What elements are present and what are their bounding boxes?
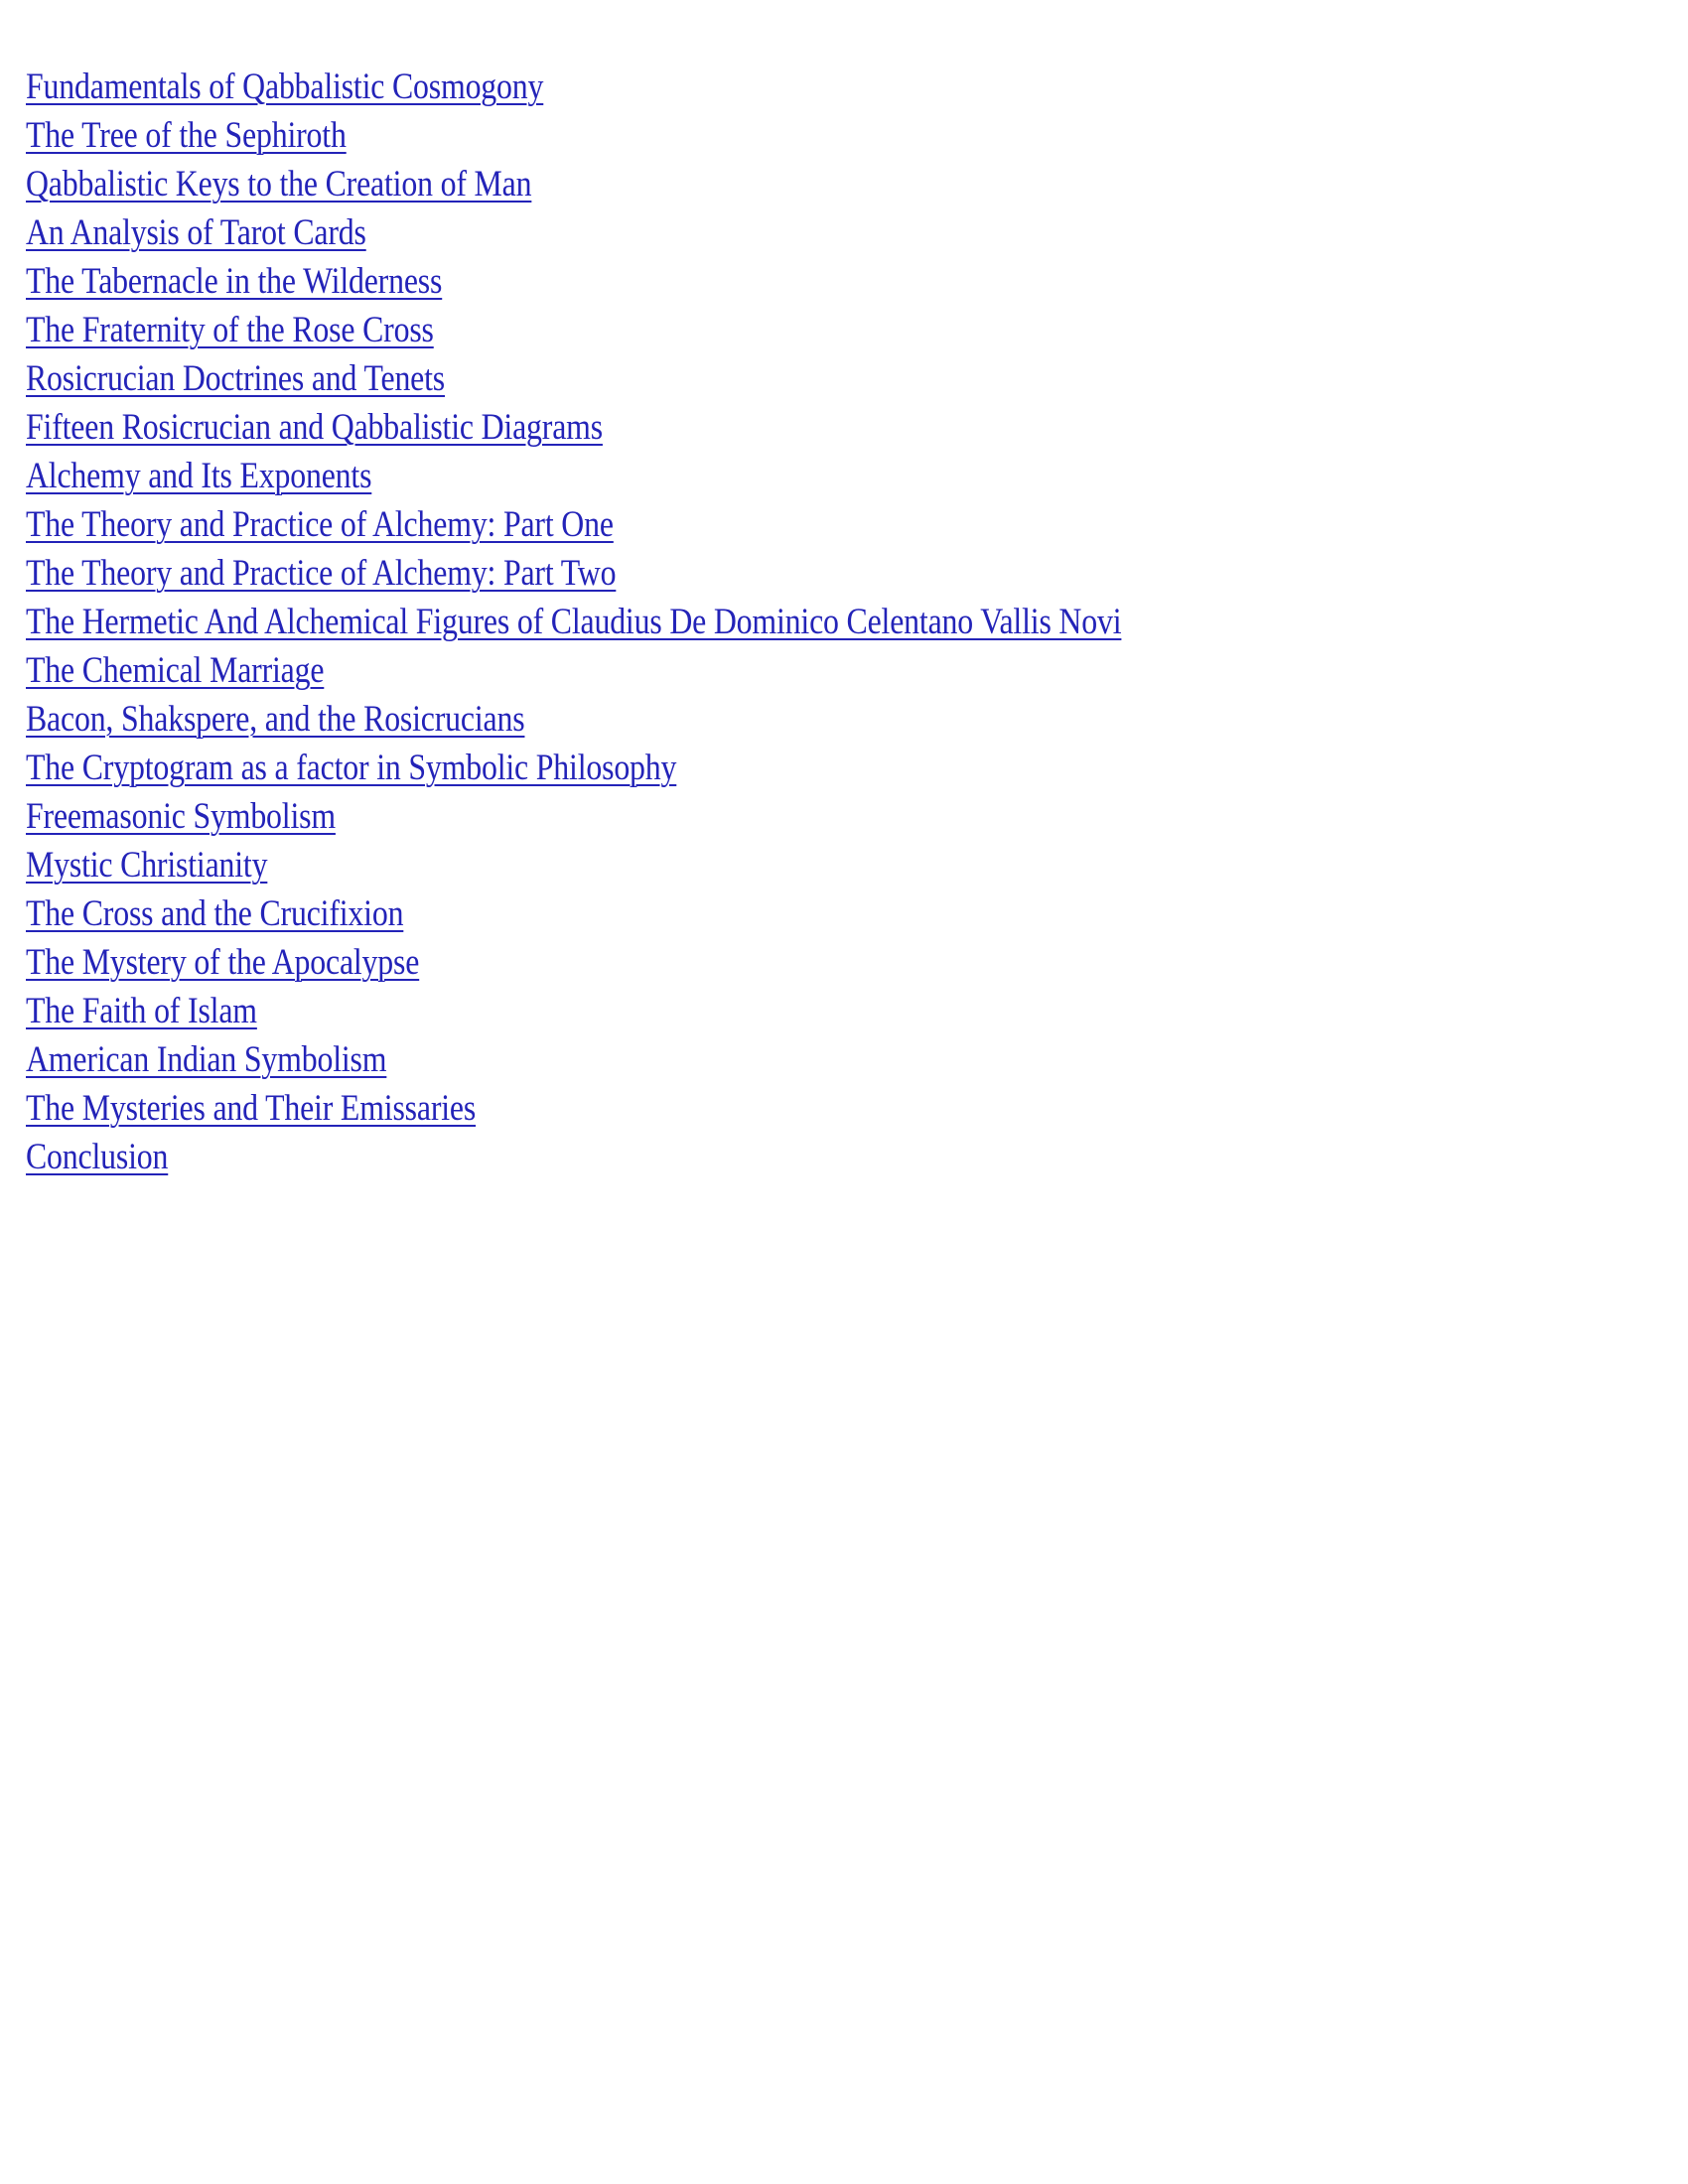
toc-link-tree-of-the-sephiroth[interactable]: The Tree of the Sephiroth (26, 115, 347, 156)
toc-link-theory-practice-alchemy-part-two[interactable]: The Theory and Practice of Alchemy: Part Two (26, 553, 617, 594)
toc-link-cryptogram-symbolic-philosophy[interactable]: The Cryptogram as a factor in Symbolic Philosophy (26, 748, 677, 788)
toc-link-tabernacle-in-the-wilderness[interactable]: The Tabernacle in the Wilderness (26, 261, 443, 302)
toc-link-alchemy-and-its-exponents[interactable]: Alchemy and Its Exponents (26, 456, 372, 496)
toc-link-mystic-christianity[interactable]: Mystic Christianity (26, 845, 268, 886)
toc-link-analysis-of-tarot-cards[interactable]: An Analysis of Tarot Cards (26, 212, 366, 253)
toc-link-hermetic-alchemical-figures[interactable]: The Hermetic And Alchemical Figures of Claudius De Dominico Celentano Vallis Novi (26, 602, 1122, 642)
toc-link-theory-practice-alchemy-part-one[interactable]: The Theory and Practice of Alchemy: Part One (26, 504, 614, 545)
toc-link-freemasonic-symbolism[interactable]: Freemasonic Symbolism (26, 796, 336, 837)
toc-link-bacon-shakspere-rosicrucians[interactable]: Bacon, Shakspere, and the Rosicrucians (26, 699, 525, 740)
toc-link-fraternity-of-the-rose-cross[interactable]: The Fraternity of the Rose Cross (26, 310, 434, 350)
toc-link-chemical-marriage[interactable]: The Chemical Marriage (26, 650, 325, 691)
toc-link-faith-of-islam[interactable]: The Faith of Islam (26, 991, 257, 1031)
toc-link-conclusion[interactable]: Conclusion (26, 1137, 169, 1177)
table-of-contents (26, 63, 1615, 1181)
toc-link-fifteen-rosicrucian-qabbalistic-diagrams[interactable]: Fifteen Rosicrucian and Qabbalistic Diagrams (26, 407, 603, 448)
toc-link-qabbalistic-keys-creation-of-man[interactable]: Qabbalistic Keys to the Creation of Man (26, 164, 532, 205)
toc-link-cross-and-crucifixion[interactable]: The Cross and the Crucifixion (26, 893, 404, 934)
toc-link-american-indian-symbolism[interactable]: American Indian Symbolism (26, 1039, 387, 1080)
toc-link-mystery-of-the-apocalypse[interactable]: The Mystery of the Apocalypse (26, 942, 420, 983)
toc-link-rosicrucian-doctrines-and-tenets[interactable]: Rosicrucian Doctrines and Tenets (26, 358, 446, 399)
toc-link-mysteries-and-their-emissaries[interactable]: The Mysteries and Their Emissaries (26, 1088, 477, 1129)
toc-link-fundamentals-of-qabbalistic-cosmogony[interactable]: Fundamentals of Qabbalistic Cosmogony (26, 67, 544, 107)
